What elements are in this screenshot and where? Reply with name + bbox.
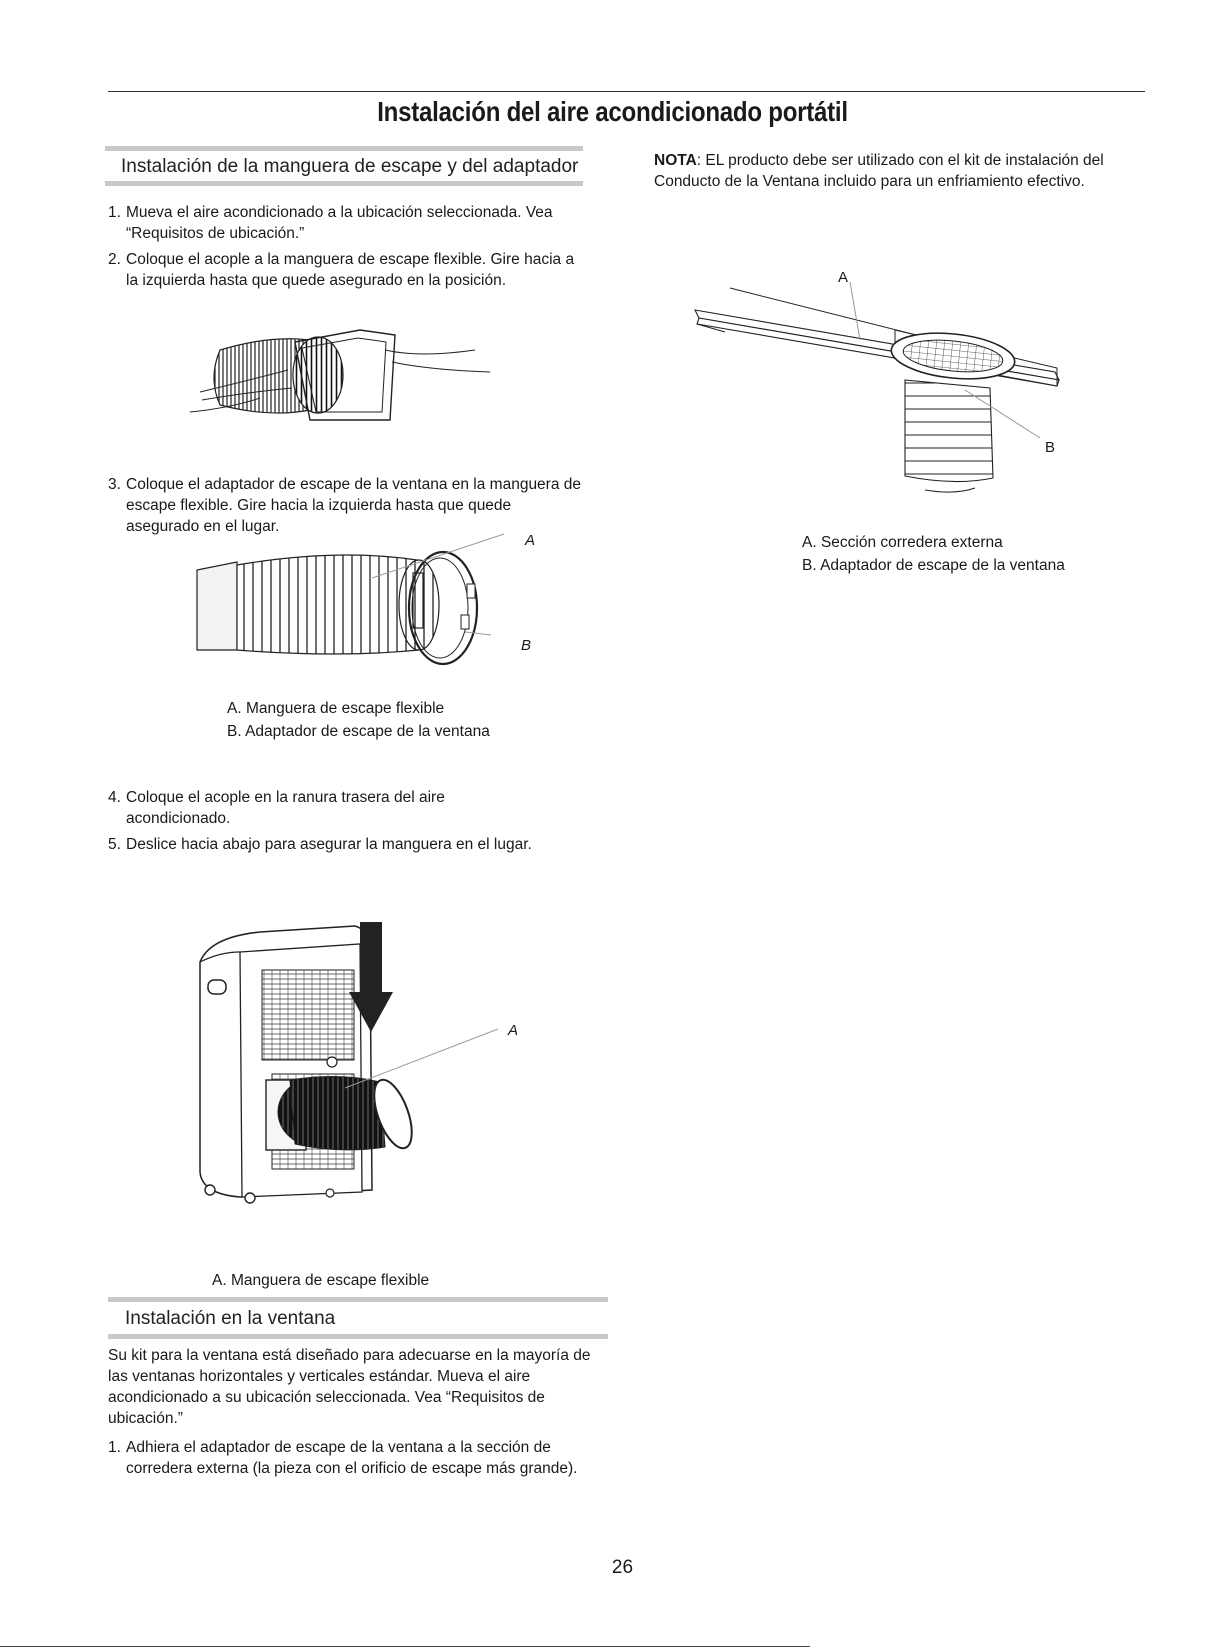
list-item: 3. Coloque el adaptador de escape de la ventana en la manguera de escape flexible. Gire hacia la izquierda hasta que quede asegurado en el lugar. <box>108 476 582 535</box>
caption-a: A. Manguera de escape flexible <box>227 700 445 717</box>
label-b: B <box>521 637 532 654</box>
section-bar-bottom <box>105 181 583 186</box>
section-title-hose: Instalación de la manguera de escape y del adaptador <box>121 156 579 177</box>
list-item: 5. Deslice hacia abajo para asegurar la manguera en el lugar. <box>108 836 532 853</box>
list-item: 2. Coloque el acople a la manguera de escape flexible. Gire hacia a la izquierda hasta que quede asegurado en la posición. <box>108 251 575 289</box>
label-b: B <box>1045 439 1056 456</box>
note-body: : EL producto debe ser utilizado con el kit de instalación del Conducto de la Ventana incluido para un enfriamiento efectivo. <box>654 152 1104 190</box>
caption-a: A. Sección corredera externa <box>802 534 1003 551</box>
figure-window-slide <box>695 290 1075 505</box>
figure-hose-adapter <box>197 540 537 675</box>
section-bar-bottom <box>108 1334 608 1339</box>
label-a: A <box>838 269 849 286</box>
steps-list-c <box>108 787 588 860</box>
figure-ac-unit-rear <box>180 922 520 1207</box>
section-title-window: Instalación en la ventana <box>125 1308 336 1329</box>
figure-caption <box>227 697 490 743</box>
steps-list-a <box>108 202 588 296</box>
figure-coupler-attach <box>190 330 520 430</box>
list-item: 1. Mueva el aire acondicionado a la ubicación seleccionada. Vea “Requisitos de ubicación.” <box>108 204 553 242</box>
section-bar-top <box>108 1297 608 1302</box>
steps-list-d <box>108 1437 608 1484</box>
list-item: 1. Adhiera el adaptador de escape de la ventana a la sección de corredera externa (la pieza con el orificio de escape más grande). <box>108 1439 578 1477</box>
note-label: NOTA <box>654 152 697 169</box>
list-item: 4. Coloque el acople en la ranura trasera del aire acondicionado. <box>108 789 445 827</box>
label-a: A <box>525 532 536 549</box>
bottom-rule <box>0 1646 810 1647</box>
note-text <box>654 150 1104 192</box>
caption-a: A. Manguera de escape flexible <box>212 1272 430 1289</box>
caption-b: B. Adaptador de escape de la ventana <box>802 557 1065 574</box>
steps-list-b <box>108 474 588 542</box>
top-rule <box>108 91 1145 92</box>
section-bar-top <box>105 146 583 151</box>
page-title: Instalación del aire acondicionado portátil <box>377 96 848 127</box>
page-number: 26 <box>611 1557 634 1578</box>
label-a: A <box>508 1022 519 1039</box>
caption-b: B. Adaptador de escape de la ventana <box>227 723 490 740</box>
section-intro: Su kit para la ventana está diseñado para adecuarse en la mayoría de las ventanas horizontales y verticales estándar. Mueva el aire acondicionado a su ubicación seleccionada. Vea “Requisitos de ubicación.” <box>108 1347 591 1427</box>
figure-caption <box>802 531 1065 577</box>
